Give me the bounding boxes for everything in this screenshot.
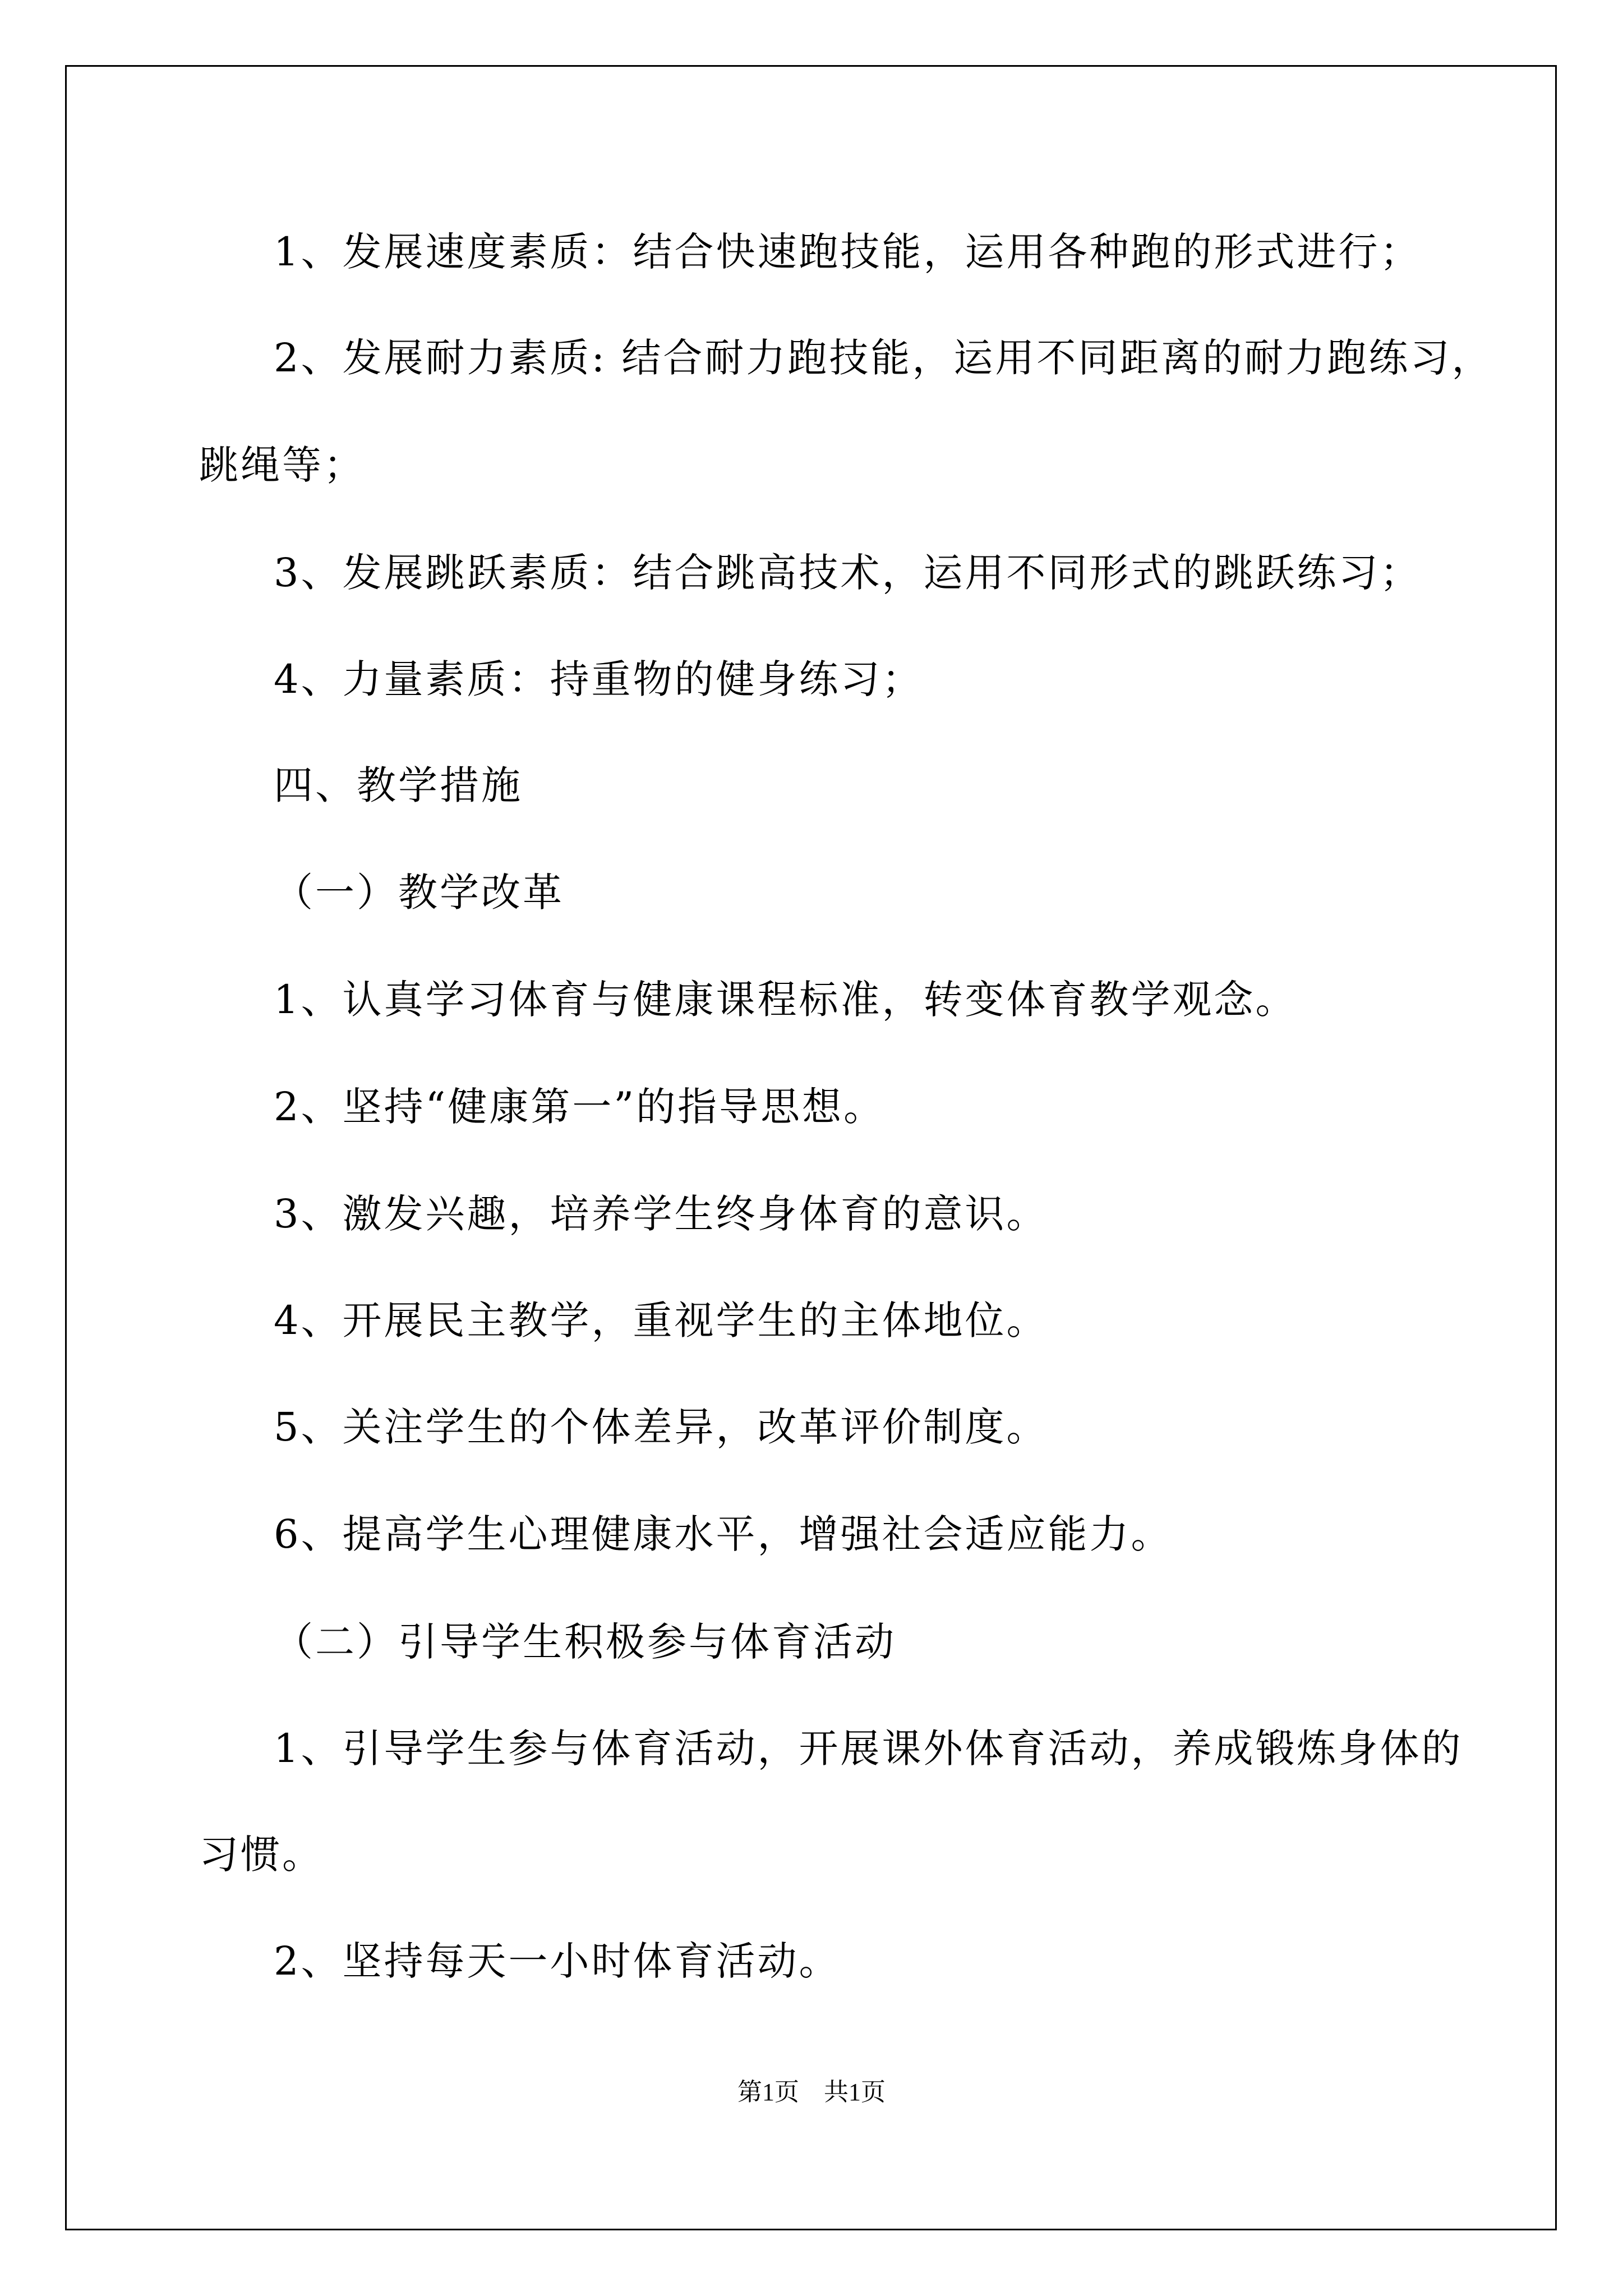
paragraph-line: 2、坚持每天一小时体育活动。 <box>274 1938 841 1984</box>
paragraph-line: 1、发展速度素质：结合快速跑技能，运用各种跑的形式进行； <box>274 229 1422 275</box>
paragraph-line: 5、关注学生的个体差异，改革评价制度。 <box>274 1404 1048 1450</box>
paragraph-line: 跳绳等； <box>199 442 365 488</box>
paragraph-line: 3、激发兴趣，培养学生终身体育的意识。 <box>274 1191 1048 1237</box>
page-number-footer: 第1页 共1页 <box>737 2078 886 2106</box>
subsection-heading: （二）引导学生积极参与体育活动 <box>274 1619 896 1665</box>
paragraph-line: 6、提高学生心理健康水平，增强社会适应能力。 <box>274 1511 1173 1557</box>
section-heading: 四、教学措施 <box>274 762 523 808</box>
paragraph-line: 2、坚持“健康第一”的指导思想。 <box>274 1084 886 1130</box>
paragraph-line: 1、引导学生参与体育活动，开展课外体育活动，养成锻炼身体的 <box>274 1726 1463 1772</box>
paragraph-line: 1、认真学习体育与健康课程标准，转变体育教学观念。 <box>274 977 1297 1023</box>
page-border <box>65 65 1557 2230</box>
paragraph-line: 4、力量素质：持重物的健身练习； <box>274 656 924 702</box>
paragraph-line: 习惯。 <box>199 1832 324 1878</box>
paragraph-line: 3、发展跳跃素质：结合跳高技术，运用不同形式的跳跃练习； <box>274 550 1422 596</box>
paragraph-line: 2、发展耐力素质: 结合耐力跑技能，运用不同距离的耐力跑练习， <box>274 335 1493 381</box>
paragraph-line: 4、开展民主教学，重视学生的主体地位。 <box>274 1297 1048 1343</box>
subsection-heading: （一）教学改革 <box>274 869 564 915</box>
